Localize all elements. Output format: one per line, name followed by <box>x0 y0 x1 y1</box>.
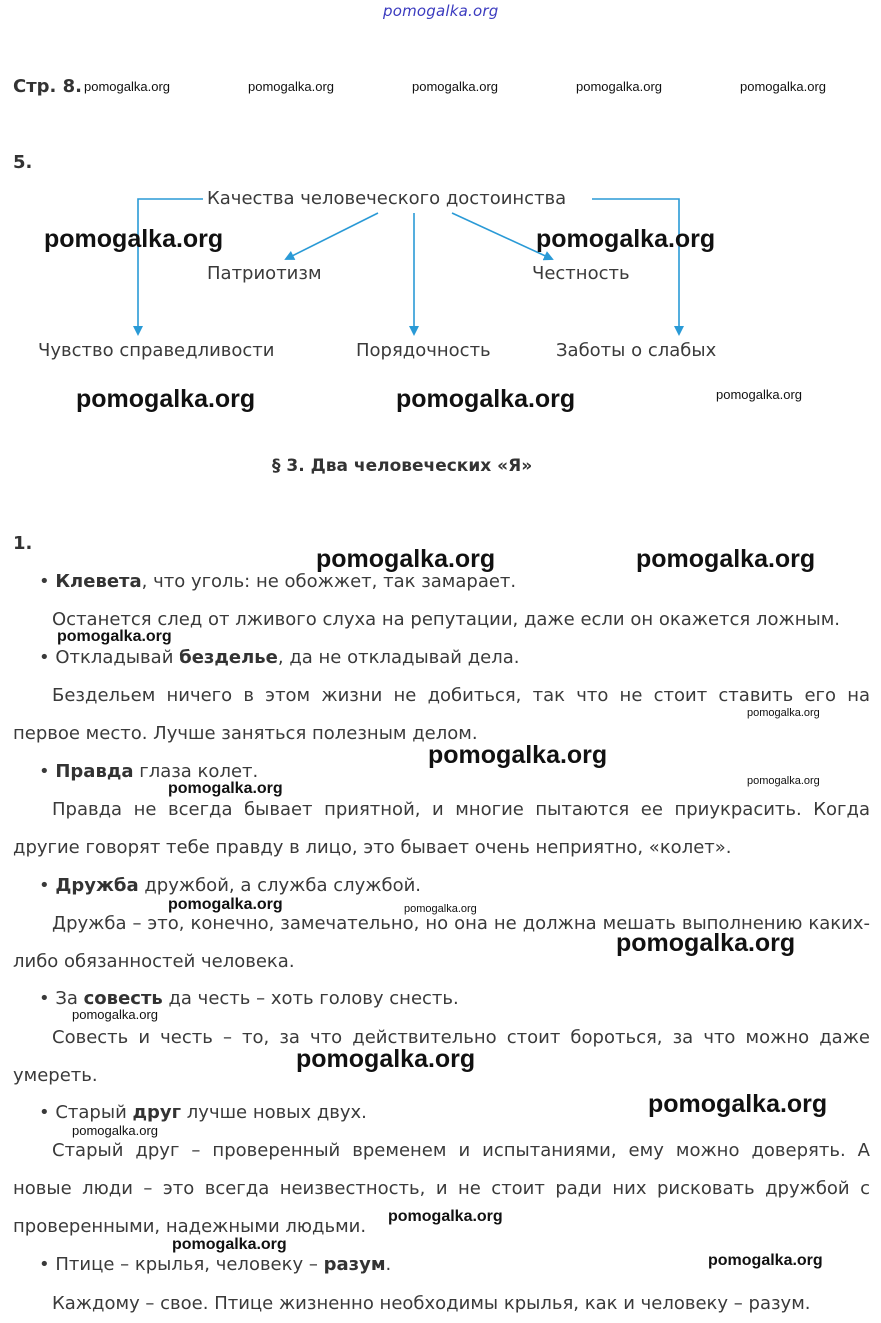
arrow-patriotism <box>286 213 378 259</box>
watermark: pomogalka.org <box>576 79 662 94</box>
proverb-explanation: Останется след от лживого слуха на репутации, даже если он окажется ложным. <box>52 609 840 630</box>
proverb-explanation: Каждому – свое. Птице жизненно необходимы крылья, как и человеку – разум. <box>52 1293 811 1314</box>
watermark: pomogalka.org <box>316 545 496 573</box>
watermark: pomogalka.org <box>396 385 576 413</box>
watermark: pomogalka.org <box>388 1208 503 1225</box>
watermark: pomogalka.org <box>248 79 334 94</box>
proverb-item: • Птице – крылья, человеку – разум. <box>39 1254 392 1275</box>
watermark: pomogalka.org <box>716 387 802 402</box>
proverb-item: • Откладывай безделье, да не откладывай дела. <box>39 647 520 668</box>
watermark: pomogalka.org <box>740 79 826 94</box>
page-label: Стр. 8. <box>13 76 82 97</box>
watermark: pomogalka.org <box>708 1252 823 1269</box>
diagram-node-patriotism: Патриотизм <box>207 263 322 284</box>
watermark: pomogalka.org <box>536 225 716 253</box>
watermark: pomogalka.org <box>172 1236 287 1253</box>
watermark: pomogalka.org <box>168 896 283 913</box>
task-number: 5. <box>13 152 33 173</box>
watermark: pomogalka.org <box>168 780 283 797</box>
watermark: pomogalka.org <box>428 741 608 769</box>
proverb-explanation: Правда не всегда бывает приятной, и многие пытаются ее приукрасить. Когда другие говорят тебе правду в лицо, это бывает очень неприятно, «колет». <box>13 799 870 858</box>
watermark: pomogalka.org <box>747 707 820 719</box>
watermark: pomogalka.org <box>72 1123 158 1138</box>
proverb-item: • Старый друг лучше новых двух. <box>39 1102 367 1123</box>
watermark: pomogalka.org <box>296 1045 476 1073</box>
watermark: pomogalka.org <box>412 79 498 94</box>
task-number: 1. <box>13 533 33 554</box>
proverb-explanation: Совесть и честь – то, за что действительно стоит бороться, за что можно даже умереть. <box>13 1027 870 1086</box>
section-heading: § 3. Два человеческих «Я» <box>272 456 533 476</box>
watermark: pomogalka.org <box>84 79 170 94</box>
watermark: pomogalka.org <box>404 903 477 915</box>
proverb-item: • За совесть да честь – хоть голову снесть. <box>39 988 459 1009</box>
watermark-top: pomogalka.org <box>383 2 499 20</box>
proverb-item: • Клевета, что уголь: не обожжет, так замарает. <box>39 571 517 592</box>
watermark: pomogalka.org <box>747 775 820 787</box>
proverb-explanation: Старый друг – проверенный временем и испытаниями, ему можно доверять. А новые люди – это всегда неизвестность, и не стоит ради них рисковать дружбой с проверенными, надежными людьми. <box>13 1140 870 1237</box>
watermark: pomogalka.org <box>57 628 172 645</box>
arrow-left-outer <box>138 199 203 334</box>
proverb-item: • Правда глаза колет. <box>39 761 259 782</box>
proverb-item: • Дружба дружбой, а служба службой. <box>39 875 422 896</box>
watermark: pomogalka.org <box>648 1090 828 1118</box>
diagram-node-decency: Порядочность <box>356 340 491 361</box>
proverb-explanation: Бездельем ничего в этом жизни не добиться, так что не стоит ставить его на первое место. Лучше заняться полезным делом. <box>13 685 870 744</box>
diagram-node-honesty: Честность <box>532 263 630 284</box>
diagram-node-justice: Чувство справедливости <box>38 340 275 361</box>
watermark: pomogalka.org <box>44 225 224 253</box>
watermark: pomogalka.org <box>72 1007 158 1022</box>
watermark: pomogalka.org <box>636 545 816 573</box>
diagram-root: Качества человеческого достоинства <box>207 188 567 209</box>
diagram-node-care: Заботы о слабых <box>556 340 717 361</box>
watermark: pomogalka.org <box>76 385 256 413</box>
watermark: pomogalka.org <box>616 929 796 957</box>
proverb-explanation: Дружба – это, конечно, замечательно, но она не должна мешать выполнению каких-либо обязанностей человека. <box>13 913 870 972</box>
